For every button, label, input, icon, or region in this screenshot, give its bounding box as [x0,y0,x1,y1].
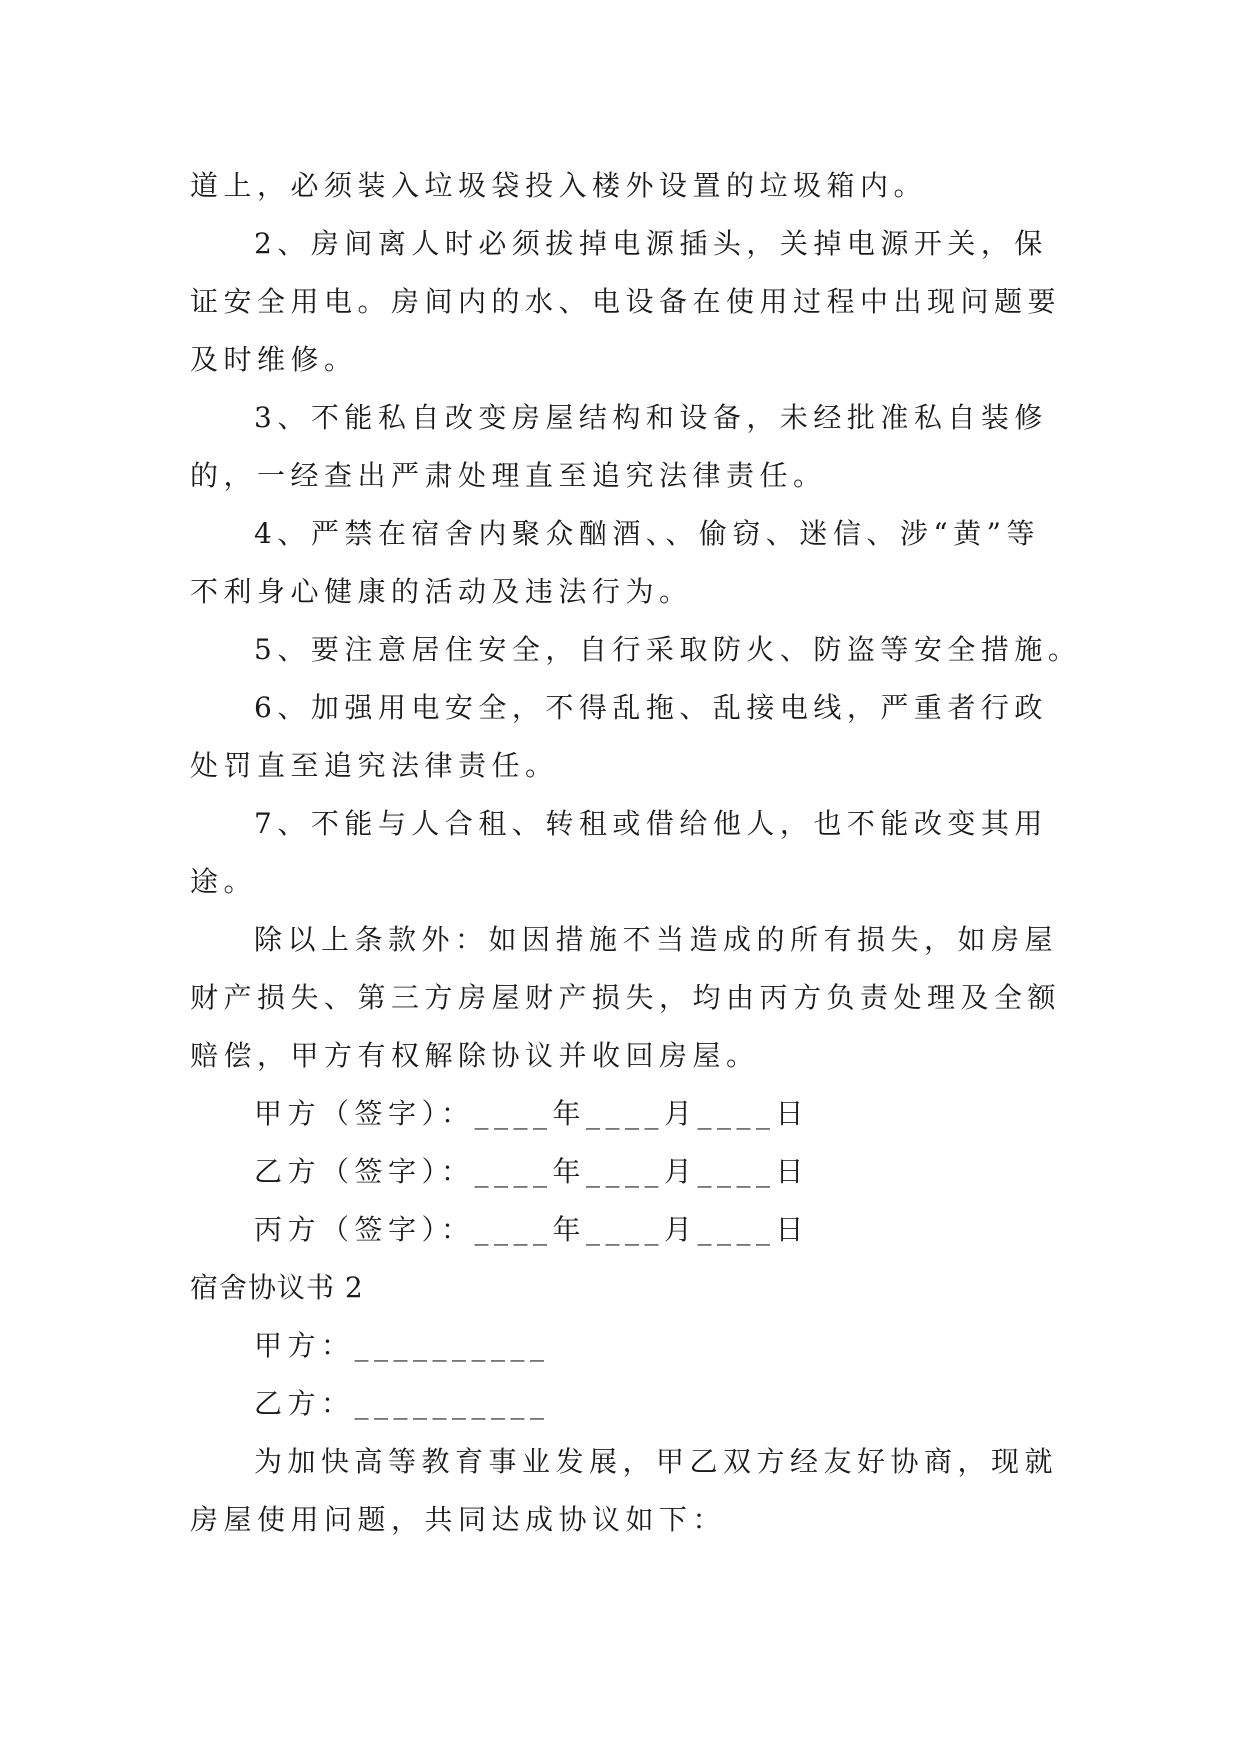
paragraph-line: 房屋使用问题，共同达成协议如下： [190,1503,727,1536]
paragraph-line: 赔偿，甲方有权解除协议并收回房屋。 [190,1039,760,1072]
party-a-line: 甲方：__________ [254,1329,550,1362]
paragraph-line: 及时维修。 [190,343,358,376]
paragraph-line: 证安全用电。房间内的水、电设备在使用过程中出现问题要 [190,285,1062,318]
document-page [190,157,1082,1549]
signature-line-party-a: 甲方（签字）：____年____月____日 [254,1097,810,1130]
paragraph-line: 3、不能私自改变房屋结构和设备，未经批准私自装修 [254,401,1048,434]
signature-line-party-b: 乙方（签字）：____年____月____日 [254,1155,810,1188]
paragraph-line: 途。 [190,865,258,898]
section-heading: 宿舍协议书 2 [190,1271,364,1304]
paragraph-line: 4、严禁在宿舍内聚众酗酒、、偷窃、迷信、涉“黄”等 [254,517,1040,550]
paragraph-line: 2、房间离人时必须拔掉电源插头，关掉电源开关，保 [254,227,1048,260]
paragraph-line: 处罚直至追究法律责任。 [190,749,559,782]
paragraph-line: 为加快高等教育事业发展，甲乙双方经友好协商，现就 [254,1445,1059,1478]
paragraph-line: 道上，必须装入垃圾袋投入楼外设置的垃圾箱内。 [190,169,928,202]
signature-line-party-c: 丙方（签字）：____年____月____日 [254,1213,810,1246]
paragraph-line: 7、不能与人合租、转租或借给他人，也不能改变其用 [254,807,1048,840]
paragraph-line: 除以上条款外：如因措施不当造成的所有损失，如房屋 [254,923,1059,956]
paragraph-line: 5、要注意居住安全，自行采取防火、防盗等安全措施。 [254,633,1082,666]
party-b-line: 乙方：__________ [254,1387,550,1420]
paragraph-line: 的，一经查出严肃处理直至追究法律责任。 [190,459,827,492]
paragraph-line: 不利身心健康的活动及违法行为。 [190,575,693,608]
paragraph-line: 6、加强用电安全，不得乱拖、乱接电线，严重者行政 [254,691,1048,724]
paragraph-line: 财产损失、第三方房屋财产损失，均由丙方负责处理及全额 [190,981,1062,1014]
